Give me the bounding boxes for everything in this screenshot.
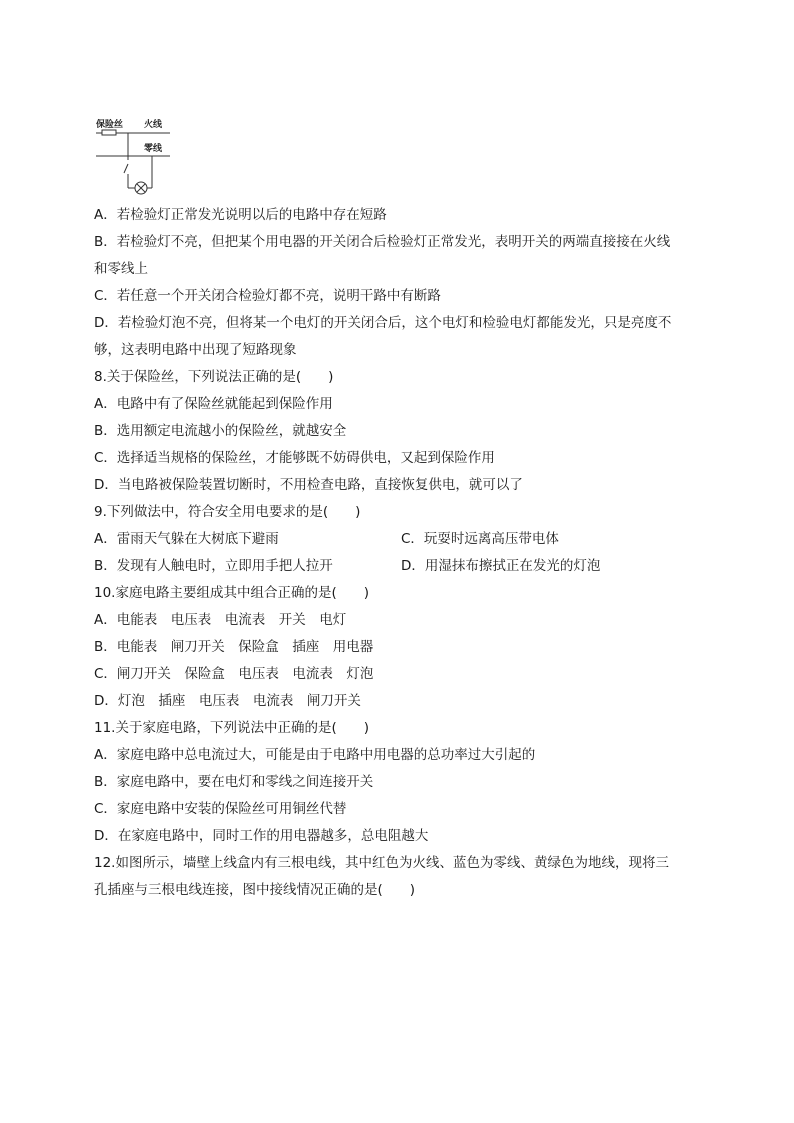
switch-icon	[124, 164, 128, 173]
fuse-label: 保险丝	[96, 120, 124, 130]
question-content	[94, 202, 706, 904]
q7-option-d-line1: D．若检验灯泡不亮，但将某一个电灯的开关闭合后，这个电灯和检验电灯都能发光，只是亮度不	[94, 315, 672, 331]
q11-option-d: D．在家庭电路中，同时工作的用电器越多，总电阻越大	[94, 828, 429, 844]
q9-option-c: C．玩耍时远离高压带电体	[401, 531, 559, 547]
q10-option-b: B．电能表 闸刀开关 保险盒 插座 用电器	[94, 639, 374, 655]
q7-option-d-line2: 够，这表明电路中出现了短路现象	[94, 342, 297, 358]
neutral-wire-label: 零线	[144, 144, 163, 154]
q9-stem: 9.下列做法中，符合安全用电要求的是( )	[94, 504, 361, 520]
q8-option-c: C．选择适当规格的保险丝，才能够既不妨碍供电，又起到保险作用	[94, 450, 495, 466]
live-wire-label: 火线	[144, 120, 163, 130]
q10-stem: 10.家庭电路主要组成其中组合正确的是( )	[94, 585, 370, 601]
q9-option-a: A．雷雨天气躲在大树底下避雨	[94, 531, 279, 547]
circuit-diagram	[94, 116, 174, 198]
q10-option-c: C．闸刀开关 保险盒 电压表 电流表 灯泡	[94, 666, 374, 682]
q11-stem: 11.关于家庭电路，下列说法中正确的是( )	[94, 720, 370, 736]
q7-option-c: C．若任意一个开关闭合检验灯都不亮，说明干路中有断路	[94, 288, 441, 304]
q9-option-d: D．用湿抹布擦拭正在发光的灯泡	[401, 558, 601, 574]
q8-stem: 8.关于保险丝，下列说法正确的是( )	[94, 369, 334, 385]
q8-option-d: D．当电路被保险装置切断时，不用检查电路，直接恢复供电，就可以了	[94, 477, 523, 493]
fuse-symbol	[102, 130, 116, 135]
q9-option-b: B．发现有人触电时，立即用手把人拉开	[94, 558, 333, 574]
q7-option-b-line1: B．若检验灯不亮，但把某个用电器的开关闭合后检验灯正常发光，表明开关的两端直接接在火线	[94, 234, 671, 250]
q7-option-b-line2: 和零线上	[94, 261, 148, 277]
q12-stem-line2: 孔插座与三根电线连接，图中接线情况正确的是( )	[94, 882, 416, 898]
q11-option-b: B．家庭电路中，要在电灯和零线之间连接开关	[94, 774, 374, 790]
q8-option-b: B．选用额定电流越小的保险丝，就越安全	[94, 423, 347, 439]
q11-option-c: C．家庭电路中安装的保险丝可用铜丝代替	[94, 801, 347, 817]
q9-options-row-1	[94, 526, 706, 553]
q8-option-a: A．电路中有了保险丝就能起到保险作用	[94, 396, 333, 412]
q7-option-a: A．若检验灯正常发光说明以后的电路中存在短路	[94, 207, 387, 223]
q10-option-a: A．电能表 电压表 电流表 开关 电灯	[94, 612, 347, 628]
q9-options-row-2	[94, 553, 706, 580]
q12-stem-line1: 12.如图所示，墙壁上线盒内有三根电线，其中红色为火线、蓝色为零线、黄绿色为地线，现将三	[94, 855, 669, 871]
q10-option-d: D．灯泡 插座 电压表 电流表 闸刀开关	[94, 693, 361, 709]
q11-option-a: A．家庭电路中总电流过大，可能是由于电路中用电器的总功率过大引起的	[94, 747, 536, 763]
